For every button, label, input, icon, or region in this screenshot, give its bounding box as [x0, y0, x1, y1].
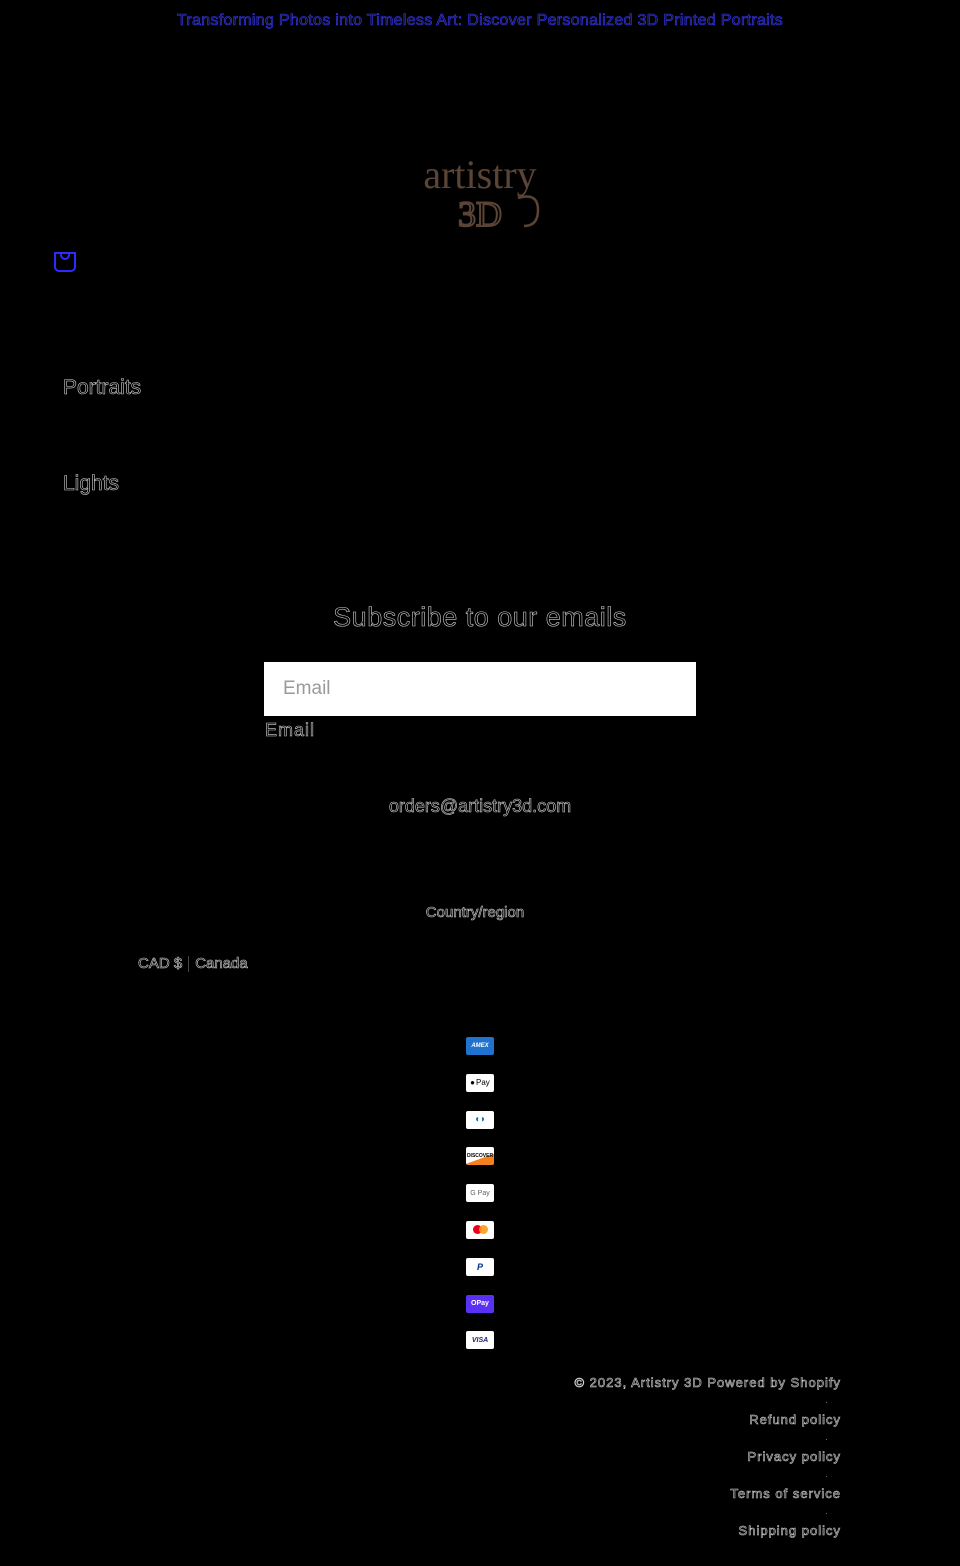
separator-dot: · [825, 1470, 829, 1481]
newsletter-email-label: Email [265, 720, 316, 740]
terms-of-service-link[interactable]: Terms of service [730, 1486, 841, 1501]
store-logo[interactable] [410, 148, 550, 232]
nav-item-portraits[interactable]: Portraits [63, 376, 142, 399]
cart-button[interactable] [53, 250, 77, 274]
newsletter-title: Subscribe to our emails [333, 602, 627, 632]
artistry-3d-logo-icon [410, 148, 550, 232]
shopping-bag-icon [53, 250, 77, 274]
visa-icon: VISA [466, 1331, 494, 1349]
newsletter-email-input[interactable] [264, 662, 696, 716]
separator-dot: · [825, 1433, 829, 1444]
mastercard-icon [466, 1221, 494, 1239]
announcement-bar: Transforming Photos into Timeless Art: Discover Personalized 3D Printed Portraits [176, 12, 784, 29]
contact-email-link[interactable]: orders@artistry3d.com [388, 796, 572, 816]
copyright-text[interactable]: © 2023, Artistry 3D Powered by Shopify [574, 1375, 841, 1390]
country-name: Canada [195, 955, 248, 972]
separator-dot: · [825, 1507, 829, 1518]
currency-code: CAD $ [138, 955, 183, 972]
svg-text:3D: 3D [458, 194, 502, 232]
nav-item-lights[interactable]: Lights [63, 472, 120, 495]
separator-dot: · [825, 1396, 829, 1407]
payment-icons-list [466, 1037, 494, 1368]
apple-pay-icon: ● Pay [466, 1074, 494, 1092]
shipping-policy-link[interactable]: Shipping policy [738, 1523, 841, 1538]
diners-club-icon: ◖◗ [466, 1111, 494, 1129]
discover-icon: DISCOVER [466, 1147, 494, 1165]
refund-policy-link[interactable]: Refund policy [749, 1412, 841, 1427]
country-region-label: Country/region [425, 904, 525, 921]
amex-icon: AMEX [466, 1037, 494, 1055]
google-pay-icon: G Pay [466, 1184, 494, 1202]
privacy-policy-link[interactable]: Privacy policy [747, 1449, 841, 1464]
footer-links [574, 1374, 841, 1541]
shop-pay-icon: OPay [466, 1295, 494, 1313]
svg-text:artistry: artistry [423, 152, 537, 197]
country-region-selector[interactable] [138, 955, 248, 972]
divider [188, 956, 189, 972]
paypal-icon: P [466, 1258, 494, 1276]
